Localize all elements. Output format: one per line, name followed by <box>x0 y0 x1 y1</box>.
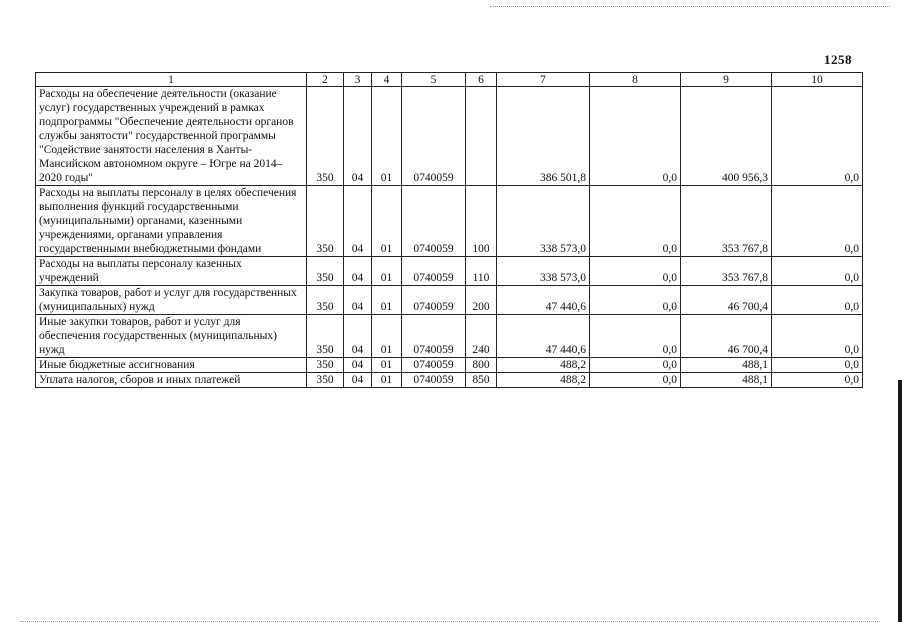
cell-value: 488,2 <box>497 358 590 373</box>
row-name-cell: Уплата налогов, сборов и иных платежей <box>36 373 307 388</box>
row-name-cell: Закупка товаров, работ и услуг для государственных (муниципальных) нужд <box>36 286 307 315</box>
scan-artifact-top <box>490 6 890 7</box>
cell-target-article: 0740059 <box>402 186 466 257</box>
cell-subsection: 01 <box>372 286 402 315</box>
cell-expense-type: 110 <box>466 257 497 286</box>
cell-expense-type: 200 <box>466 286 497 315</box>
cell-value: 0,0 <box>772 315 863 358</box>
table-row <box>36 373 863 388</box>
row-name-cell: Расходы на обеспечение деятельности (оказание услуг) государственных учреждений в рамках подпрограммы "Обеспечение деятельности органов службы занятости" государственной программы "Содействие занятости населения в Ханты-Мансийском автономном округе – Югре на 2014–2020 годы" <box>36 87 307 186</box>
column-header: 8 <box>590 73 681 87</box>
cell-value: 488,1 <box>681 358 772 373</box>
cell-section: 04 <box>344 87 372 186</box>
cell-value: 0,0 <box>772 186 863 257</box>
cell-value: 0,0 <box>772 358 863 373</box>
cell-section: 04 <box>344 373 372 388</box>
cell-section: 04 <box>344 286 372 315</box>
cell-value: 0,0 <box>590 358 681 373</box>
cell-expense-type: 800 <box>466 358 497 373</box>
scan-artifact-edge <box>898 380 902 622</box>
cell-value: 0,0 <box>590 186 681 257</box>
column-header: 1 <box>36 73 307 87</box>
table-row <box>36 186 863 257</box>
cell-target-article: 0740059 <box>402 358 466 373</box>
cell-subsection: 01 <box>372 373 402 388</box>
cell-expense-type <box>466 87 497 186</box>
cell-ministry: 350 <box>307 87 344 186</box>
table-row <box>36 358 863 373</box>
table-row <box>36 257 863 286</box>
cell-value: 0,0 <box>772 257 863 286</box>
cell-value: 386 501,8 <box>497 87 590 186</box>
cell-target-article: 0740059 <box>402 87 466 186</box>
cell-value: 0,0 <box>590 315 681 358</box>
cell-ministry: 350 <box>307 358 344 373</box>
cell-expense-type: 240 <box>466 315 497 358</box>
column-header: 7 <box>497 73 590 87</box>
column-header: 10 <box>772 73 863 87</box>
cell-value: 0,0 <box>590 87 681 186</box>
cell-subsection: 01 <box>372 358 402 373</box>
cell-value: 0,0 <box>590 286 681 315</box>
column-header: 6 <box>466 73 497 87</box>
row-name-cell: Расходы на выплаты персоналу казенных учреждений <box>36 257 307 286</box>
cell-value: 488,1 <box>681 373 772 388</box>
cell-subsection: 01 <box>372 257 402 286</box>
column-header: 5 <box>402 73 466 87</box>
cell-subsection: 01 <box>372 186 402 257</box>
cell-value: 47 440,6 <box>497 315 590 358</box>
cell-value: 353 767,8 <box>681 257 772 286</box>
cell-section: 04 <box>344 257 372 286</box>
row-name-cell: Иные бюджетные ассигнования <box>36 358 307 373</box>
cell-value: 47 440,6 <box>497 286 590 315</box>
cell-ministry: 350 <box>307 257 344 286</box>
cell-value: 0,0 <box>590 373 681 388</box>
column-header: 3 <box>344 73 372 87</box>
cell-subsection: 01 <box>372 87 402 186</box>
cell-value: 353 767,8 <box>681 186 772 257</box>
cell-value: 338 573,0 <box>497 186 590 257</box>
cell-section: 04 <box>344 186 372 257</box>
scan-artifact-bottom <box>20 621 880 622</box>
header-row <box>36 73 863 87</box>
cell-section: 04 <box>344 315 372 358</box>
row-name-cell: Расходы на выплаты персоналу в целях обеспечения выполнения функций государственными (муниципальными) органами, казенными учреждениями, органами управления государственными внебюджетными фондами <box>36 186 307 257</box>
cell-value: 338 573,0 <box>497 257 590 286</box>
page-number: 1258 <box>824 52 852 67</box>
cell-target-article: 0740059 <box>402 257 466 286</box>
cell-target-article: 0740059 <box>402 373 466 388</box>
column-header: 9 <box>681 73 772 87</box>
cell-expense-type: 100 <box>466 186 497 257</box>
cell-ministry: 350 <box>307 373 344 388</box>
cell-value: 46 700,4 <box>681 286 772 315</box>
cell-ministry: 350 <box>307 186 344 257</box>
cell-subsection: 01 <box>372 315 402 358</box>
column-header: 4 <box>372 73 402 87</box>
cell-target-article: 0740059 <box>402 315 466 358</box>
table-row <box>36 286 863 315</box>
cell-value: 488,2 <box>497 373 590 388</box>
column-header: 2 <box>307 73 344 87</box>
cell-target-article: 0740059 <box>402 286 466 315</box>
cell-value: 0,0 <box>590 257 681 286</box>
budget-table <box>35 72 863 388</box>
table-row <box>36 87 863 186</box>
cell-section: 04 <box>344 358 372 373</box>
cell-value: 0,0 <box>772 87 863 186</box>
row-name-cell: Иные закупки товаров, работ и услуг для обеспечения государственных (муниципальных) нужд <box>36 315 307 358</box>
cell-value: 400 956,3 <box>681 87 772 186</box>
cell-value: 0,0 <box>772 373 863 388</box>
cell-ministry: 350 <box>307 286 344 315</box>
cell-value: 46 700,4 <box>681 315 772 358</box>
cell-expense-type: 850 <box>466 373 497 388</box>
cell-ministry: 350 <box>307 315 344 358</box>
table-row <box>36 315 863 358</box>
cell-value: 0,0 <box>772 286 863 315</box>
